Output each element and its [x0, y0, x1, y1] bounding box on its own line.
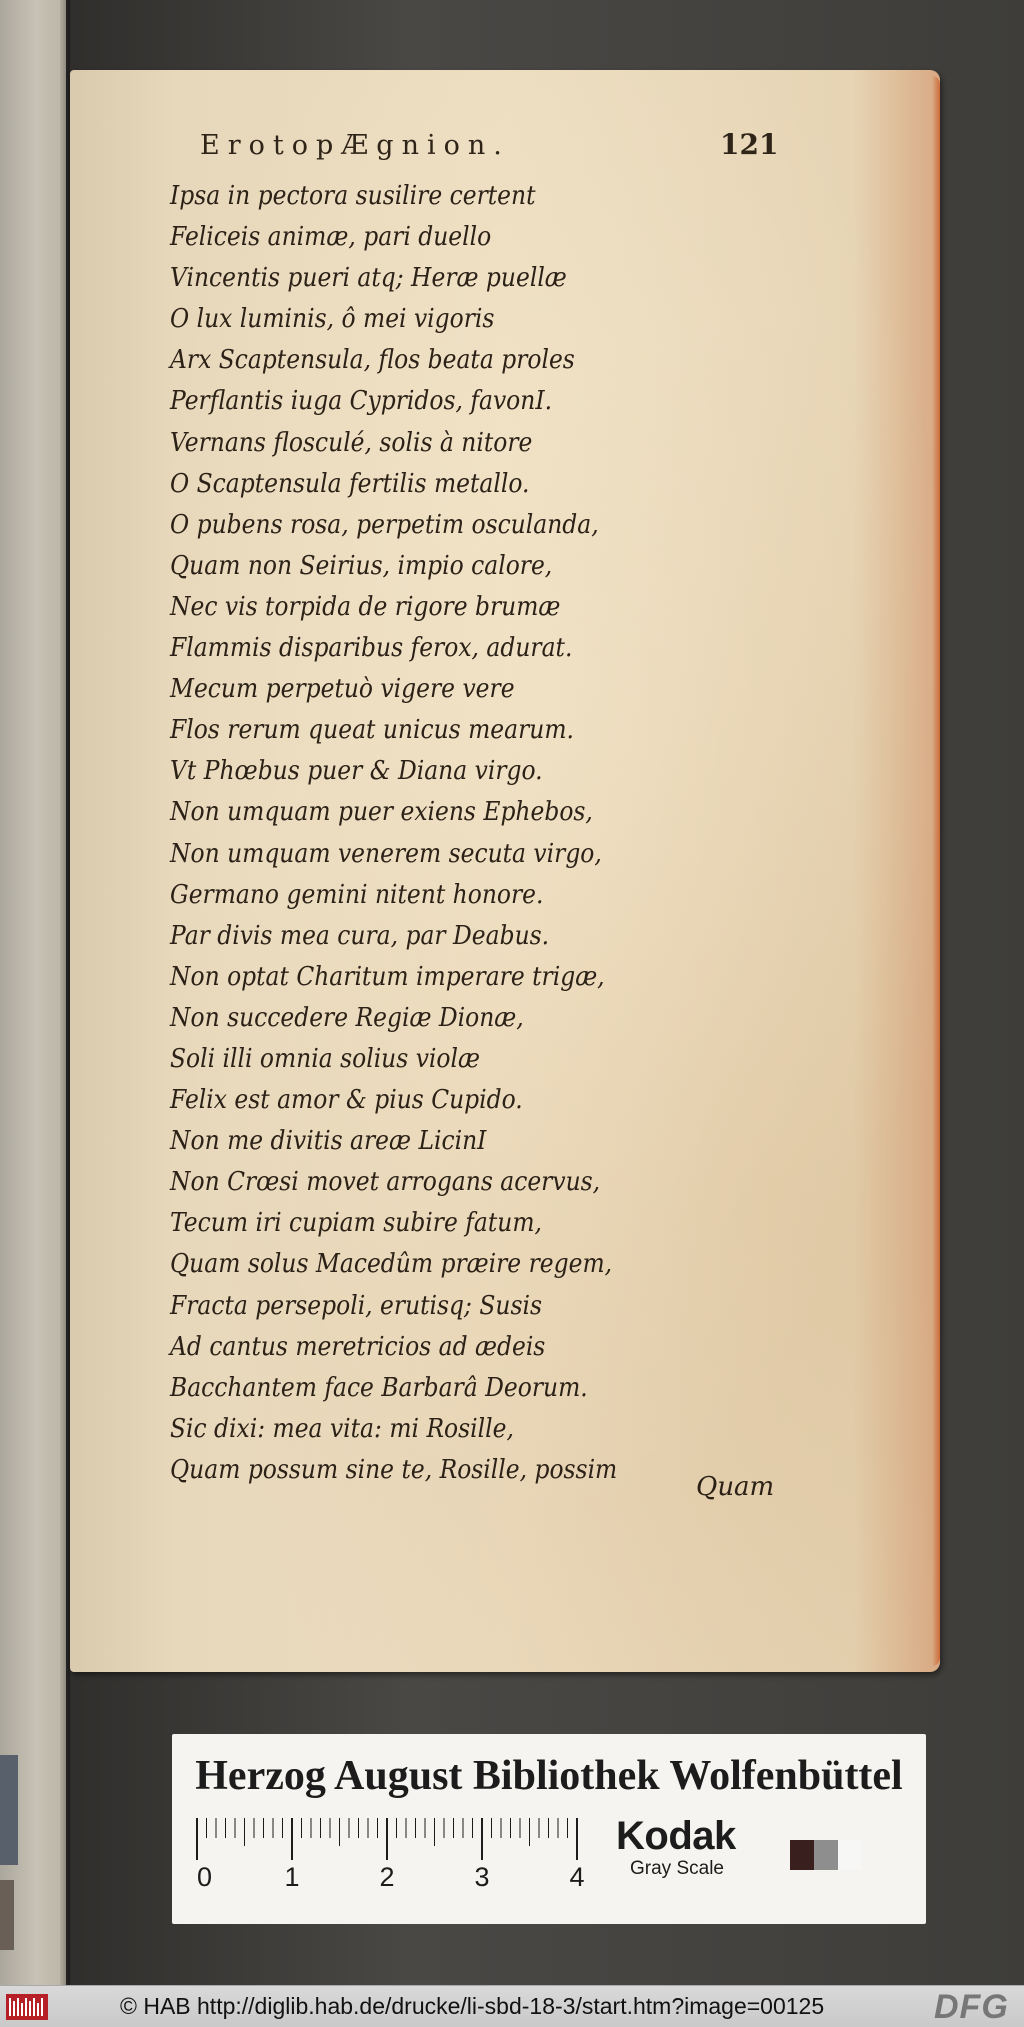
ruler-number: 1 [284, 1862, 300, 1892]
ruler-number: 4 [569, 1862, 585, 1892]
gray-patch [838, 1840, 862, 1870]
gray-patch [790, 1840, 814, 1870]
verse-line: Vt Phœbus puer & Diana virgo. [170, 756, 543, 787]
verse-line: Non optat Charitum imperare trigæ, [170, 961, 605, 992]
shelfmark-label-lower [0, 1880, 14, 1950]
verse-line: O pubens rosa, perpetim osculanda, [170, 509, 599, 540]
card-title: Herzog August Bibliothek Wolfenbüttel [195, 1753, 903, 1799]
verse-line: Vernans flosculé, solis à nitore [170, 427, 533, 458]
verse-line: Tecum iri cupiam subire fatum, [170, 1208, 542, 1239]
gutter-shadow [60, 0, 70, 1985]
verse-line: Flos rerum queat unicus mearum. [170, 715, 574, 746]
verse-line: Mecum perpetuò vigere vere [170, 674, 515, 705]
facing-page-edge [0, 0, 66, 1985]
verse-line: O lux luminis, ô mei vigoris [170, 304, 495, 335]
verse-line: Felix est amor & pius Cupido. [170, 1085, 523, 1116]
verse-line: Bacchantem face Barbarâ Deorum. [170, 1372, 588, 1403]
verse-line: Non me divitis areæ LicinI [170, 1126, 487, 1157]
verse-line: Soli illi omnia solius violæ [170, 1043, 480, 1074]
verse-line: Fracta persepoli, erutisq; Susis [170, 1290, 542, 1321]
running-head: ErotopÆgnion. [200, 130, 510, 161]
hab-logo-icon [6, 1994, 48, 2020]
verse-line: Quam non Seirius, impio calore, [170, 550, 553, 581]
verse-line: Ipsa in pectora susilire certent [170, 181, 536, 211]
ruler-number: 3 [474, 1862, 490, 1892]
verse-block [170, 176, 790, 1491]
catchword: Quam [696, 1472, 775, 1502]
viewer-footer [0, 1985, 1024, 2027]
page-number: 121 [720, 128, 779, 161]
verse-line: Feliceis animæ, pari duello [170, 222, 492, 253]
verse-line: Sic dixi: mea vita: mi Rosille, [170, 1413, 514, 1444]
gray-scale-patches [790, 1840, 862, 1870]
verse-line: Arx Scaptensula, flos beata proles [170, 345, 575, 376]
verse-line: Nec vis torpida de rigore brumæ [170, 591, 561, 622]
grayscale-label: Gray Scale [630, 1858, 724, 1879]
verse-line: Non umquam puer exiens Ephebos, [170, 797, 593, 828]
dfg-logo: DFG [934, 1988, 1009, 2026]
verse-line: Non Crœsi movet arrogans acervus, [170, 1167, 601, 1198]
color-reference-card [172, 1734, 926, 1924]
verse-line: Ad cantus meretricios ad ædeis [170, 1331, 546, 1362]
verse-line: Quam solus Macedûm præire regem, [170, 1249, 613, 1280]
verse-line: O Scaptensula fertilis metallo. [170, 468, 530, 499]
measurement-ruler [195, 1818, 585, 1892]
ruler-number: 0 [197, 1862, 213, 1892]
page-fore-edge [932, 76, 940, 1666]
verse-line: Non succedere Regiæ Dionæ, [170, 1002, 524, 1033]
source-link[interactable]: © HAB http://diglib.hab.de/drucke/li-sbd-18-3/start.htm?image=00125 [120, 1993, 825, 2019]
verse-line: Par divis mea cura, par Deabus. [170, 920, 550, 951]
ruler-number: 2 [379, 1862, 395, 1892]
verse-line: Perflantis iuga Cypridos, favonI. [170, 386, 553, 417]
gray-patch [814, 1840, 838, 1870]
verse-line: Quam possum sine te, Rosille, possim [170, 1454, 618, 1485]
verse-line: Non umquam venerem secuta virgo, [170, 838, 602, 869]
verse-line: Germano gemini nitent honore. [170, 879, 544, 910]
verse-line: Flammis disparibus ferox, adurat. [170, 633, 573, 664]
kodak-logo: Kodak [616, 1814, 736, 1858]
book-page [70, 70, 940, 1672]
shelfmark-label [0, 1755, 18, 1865]
verse-line: Vincentis pueri atq; Heræ puellæ [170, 263, 567, 294]
